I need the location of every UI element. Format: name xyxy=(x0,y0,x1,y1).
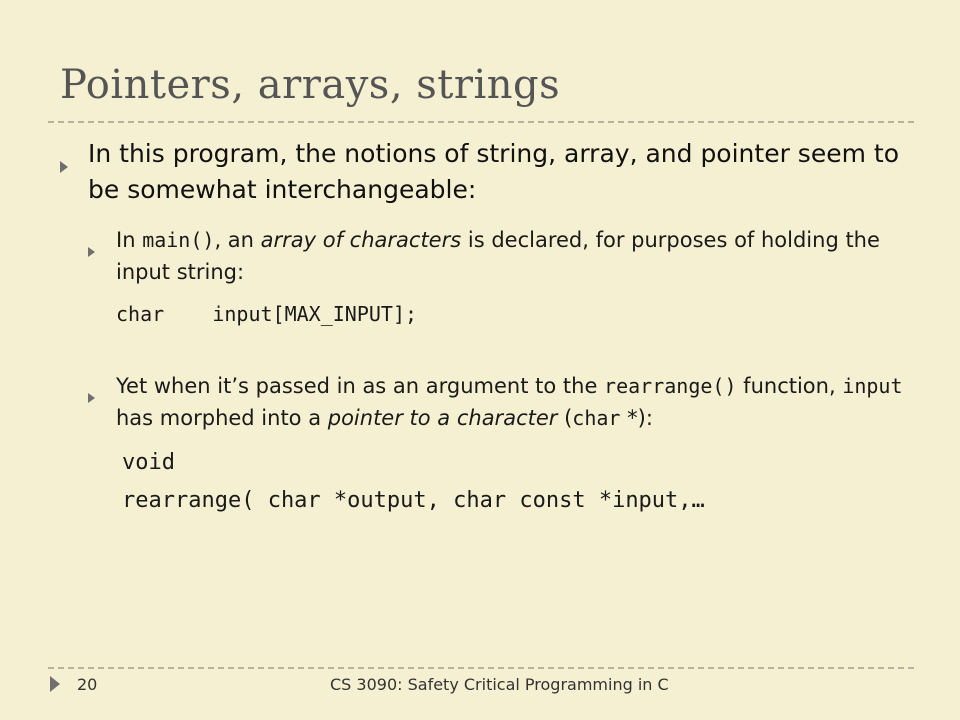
code-declaration: char input[MAX_INPUT]; xyxy=(116,302,418,326)
sub1-code-main: main() xyxy=(142,228,215,252)
main-bullet xyxy=(60,136,920,208)
code-signature-line1: void xyxy=(122,450,175,475)
sub-bullet-array xyxy=(60,224,916,288)
sub2-part2: function, xyxy=(736,374,843,398)
sub-bullet-pointer xyxy=(60,370,916,434)
sub2-part5: *): xyxy=(620,406,653,430)
sub1-emphasis: array of characters xyxy=(260,228,462,252)
page-number: 20 xyxy=(77,675,98,694)
main-bullet-text: In this program, the notions of string, array, and pointer seem to be somewhat interchangeable: xyxy=(88,139,899,204)
footer-arrow-icon xyxy=(50,676,60,692)
sub1-part2: , an xyxy=(214,228,261,252)
title-divider xyxy=(48,121,914,123)
bullet-arrow-icon xyxy=(88,234,95,266)
sub2-code-rearrange: rearrange() xyxy=(604,374,737,398)
course-label: CS 3090: Safety Critical Programming in C xyxy=(330,675,669,694)
sub2-part1: Yet when it’s passed in as an argument to the xyxy=(116,374,605,398)
sub1-part1: In xyxy=(116,228,143,252)
code-signature-line2: rearrange( char *output, char const *input,… xyxy=(122,488,705,513)
footer-divider xyxy=(48,667,914,669)
slide-title: Pointers, arrays, strings xyxy=(60,62,561,108)
sub2-code-input: input xyxy=(842,374,903,398)
sub2-part3: has morphed into a xyxy=(116,406,328,430)
sub2-code-char: char xyxy=(572,406,621,430)
slide-content xyxy=(60,136,920,520)
sub2-part4: ( xyxy=(557,406,573,430)
sub2-emphasis: pointer to a character xyxy=(327,406,558,430)
sub1-part3: is declared, for purposes of holding the input string: xyxy=(116,228,880,284)
bullet-arrow-icon xyxy=(88,380,95,412)
bullet-arrow-icon xyxy=(60,147,68,183)
